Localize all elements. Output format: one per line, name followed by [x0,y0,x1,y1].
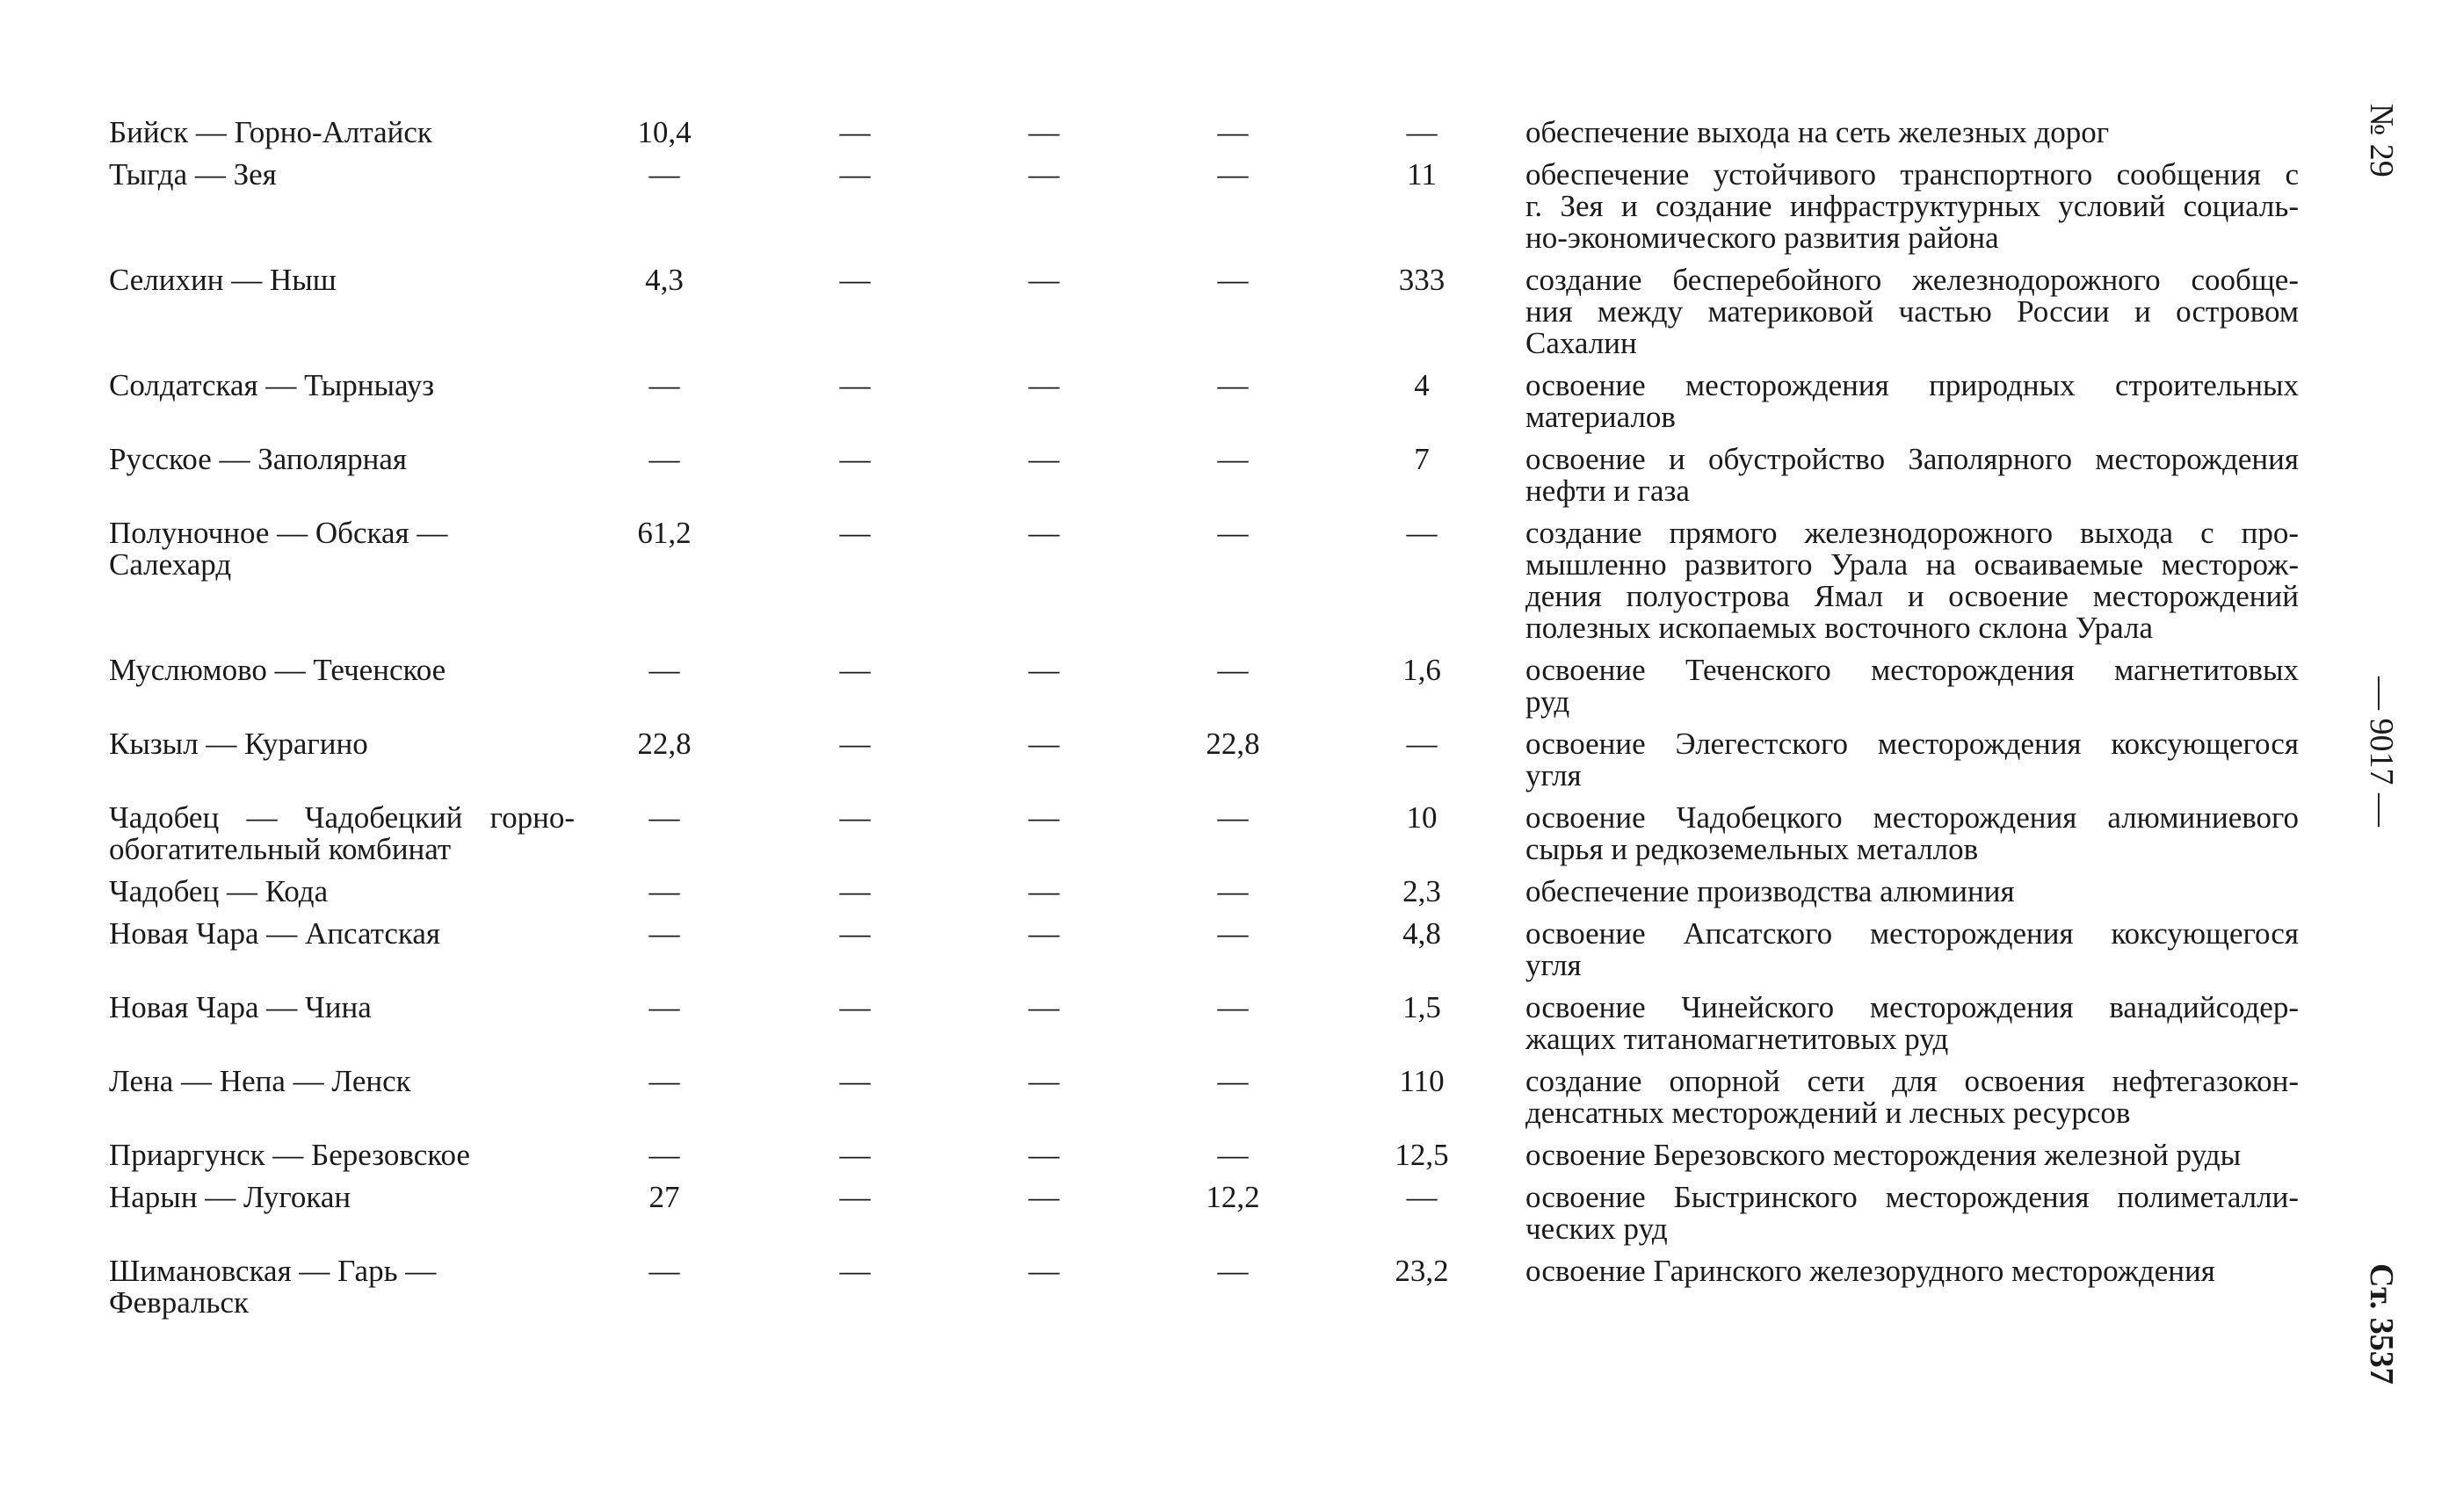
value-col-5: 7 [1414,442,1430,476]
route-name [109,728,575,760]
value-col-5: — [1406,115,1438,149]
value-col-2: — [839,115,871,149]
value-col-2: — [839,263,871,297]
value-col-4: — [1217,157,1249,192]
route-line: Муслюмово — Теченское [109,653,446,687]
value-col-4: — [1217,115,1249,149]
purpose-line: Сахалин [1525,326,1637,360]
purpose-line: ческих руд [1525,1212,1668,1246]
purpose-text [1525,264,2299,359]
route-name [109,264,575,296]
purpose-line: угля [1525,758,1582,792]
value-col-4: — [1217,442,1249,476]
purpose-line: мышленно развитого Урала на осваиваемые месторож- [1525,547,2299,582]
purpose-line: освоение Чадобецкого месторождения алюминиевого [1525,800,2299,835]
route-line: Русское — Заполярная [109,442,408,476]
value-col-4: 22,8 [1206,727,1260,761]
value-col-1: — [648,368,680,402]
purpose-line: освоение Теченского месторождения магнетитовых [1525,653,2299,687]
value-col-3: — [1028,1254,1060,1288]
value-col-3: — [1028,653,1060,687]
purpose-line: материалов [1525,400,1676,434]
value-col-2: — [839,1180,871,1214]
route-line: Нарын — Лугокан [109,1180,351,1214]
route-line: Шимановская — Гарь — [109,1254,437,1288]
purpose-line: денсатных месторождений и лесных ресурсов [1525,1096,2131,1130]
route-name [109,1255,575,1319]
value-col-1: — [648,1064,680,1098]
route-name [109,1139,575,1171]
value-col-3: — [1028,727,1060,761]
value-col-1: — [648,1254,680,1288]
route-line: Февральск [109,1285,250,1320]
value-col-5: 4,8 [1402,916,1441,951]
route-line: Новая Чара — Апсатская [109,916,441,951]
value-col-2: — [839,653,871,687]
purpose-line: обеспечение устойчивого транспортного сообщения с [1525,157,2299,192]
purpose-line: обеспечение выхода на сеть железных дорог [1525,115,2110,149]
value-col-3: — [1028,1138,1060,1172]
value-col-5: 10 [1406,800,1438,835]
page-code: — 9017 — [2363,676,2400,827]
value-col-4: — [1217,263,1249,297]
value-col-1: — [648,990,680,1024]
value-col-3: — [1028,516,1060,550]
route-name [109,802,575,865]
purpose-line: угля [1525,948,1582,982]
purpose-line: полезных ископаемых восточного склона Урала [1525,611,2153,645]
purpose-line: освоение Березовского месторождения железной руды [1525,1138,2242,1172]
value-col-1: — [648,916,680,951]
value-col-3: — [1028,990,1060,1024]
value-col-4: — [1217,1064,1249,1098]
value-col-1: — [648,653,680,687]
purpose-line: ния между материковой частью России и островом [1525,294,2299,329]
value-col-5: 12,5 [1395,1138,1449,1172]
value-col-5: 23,2 [1395,1254,1449,1288]
value-col-4: — [1217,800,1249,835]
value-col-2: — [839,368,871,402]
value-col-4: — [1217,1254,1249,1288]
value-col-4: — [1217,916,1249,951]
purpose-text [1525,1139,2299,1171]
purpose-line: освоение Гаринского железорудного месторождения [1525,1254,2215,1288]
purpose-line: освоение Элегестского месторождения коксующегося [1525,727,2299,761]
value-col-3: — [1028,157,1060,192]
value-col-3: — [1028,1180,1060,1214]
value-col-4: — [1217,990,1249,1024]
purpose-text [1525,517,2299,644]
purpose-text [1525,159,2299,254]
value-col-2: — [839,1064,871,1098]
purpose-line: жащих титаномагнетитовых руд [1525,1022,1949,1056]
value-col-3: — [1028,1064,1060,1098]
value-col-3: — [1028,874,1060,908]
purpose-line: освоение и обустройство Заполярного месторождения [1525,442,2299,476]
value-col-5: 1,6 [1402,653,1441,687]
route-line: Тыгда — Зея [109,157,277,192]
route-line: Лена — Непа — Ленск [109,1064,411,1098]
purpose-line: освоение месторождения природных строительных [1525,368,2299,402]
route-line: Кызыл — Курагино [109,727,368,761]
value-col-1: 10,4 [637,115,692,149]
value-col-5: 333 [1398,263,1445,297]
route-name [109,1066,575,1097]
value-col-3: — [1028,442,1060,476]
purpose-line: дения полуострова Ямал и освоение месторождений [1525,579,2299,613]
value-col-2: — [839,727,871,761]
route-line: обогатительный комбинат [109,832,452,866]
route-line: Чадобец — Чадобецкий горно- [109,800,575,835]
value-col-1: 27 [648,1180,680,1214]
route-line: Солдатская — Тырныауз [109,368,435,402]
page-reference: Ст. 3537 [2363,1263,2400,1385]
value-col-2: — [839,1138,871,1172]
value-col-4: 12,2 [1206,1180,1260,1214]
value-col-2: — [839,516,871,550]
route-line: Чадобец — Кода [109,874,329,908]
purpose-text [1525,117,2299,148]
route-name [109,655,575,686]
route-name [109,918,575,950]
purpose-text [1525,444,2299,507]
route-name [109,876,575,908]
value-col-5: — [1406,516,1438,550]
value-col-5: 1,5 [1402,990,1441,1024]
purpose-line: г. Зея и создание инфраструктурных условий социаль- [1525,189,2299,223]
value-col-1: 22,8 [637,727,692,761]
purpose-line: освоение Чинейского месторождения ванадийсодер- [1525,990,2299,1024]
value-col-1: — [648,874,680,908]
value-col-1: — [648,442,680,476]
value-col-3: — [1028,800,1060,835]
purpose-line: освоение Быстринского месторождения полиметалли- [1525,1180,2299,1214]
value-col-1: 61,2 [637,516,692,550]
route-line: Приаргунск — Березовское [109,1138,470,1172]
route-name [109,1182,575,1213]
purpose-text [1525,370,2299,433]
route-line: Полуночное — Обская — [109,516,448,550]
purpose-line: но-экономического развития района [1525,221,1999,255]
value-col-3: — [1028,916,1060,951]
purpose-text [1525,992,2299,1055]
purpose-text [1525,1182,2299,1245]
purpose-line: освоение Апсатского месторождения коксующегося [1525,916,2299,951]
purpose-text [1525,655,2299,718]
value-col-2: — [839,800,871,835]
value-col-2: — [839,874,871,908]
purpose-text [1525,1066,2299,1129]
value-col-3: — [1028,263,1060,297]
purpose-line: руд [1525,684,1570,719]
purpose-text [1525,1255,2299,1287]
value-col-5: 2,3 [1402,874,1441,908]
value-col-4: — [1217,1138,1249,1172]
route-line: Бийск — Горно-Алтайск [109,115,432,149]
value-col-4: — [1217,874,1249,908]
purpose-line: сырья и редкоземельных металлов [1525,832,1979,866]
route-name [109,517,575,581]
route-name [109,117,575,148]
value-col-2: — [839,157,871,192]
purpose-line: нефти и газа [1525,474,1690,508]
purpose-line: обеспечение производства алюминия [1525,874,2015,908]
value-col-5: — [1406,1180,1438,1214]
value-col-2: — [839,916,871,951]
route-name [109,159,575,191]
route-line: Селихин — Ныш [109,263,337,297]
route-name [109,370,575,402]
value-col-5: 11 [1407,157,1437,192]
route-line: Новая Чара — Чина [109,990,372,1024]
route-name [109,444,575,475]
value-col-1: — [648,157,680,192]
route-name [109,992,575,1024]
value-col-1: 4,3 [645,263,684,297]
value-col-4: — [1217,516,1249,550]
issue-number: № 29 [2363,104,2400,177]
purpose-text [1525,802,2299,865]
purpose-text [1525,728,2299,792]
route-line: Салехард [109,547,232,582]
value-col-5: 4 [1414,368,1430,402]
value-col-2: — [839,990,871,1024]
purpose-line: создание опорной сети для освоения нефтегазокон- [1525,1064,2299,1098]
value-col-3: — [1028,368,1060,402]
purpose-line: создание прямого железнодорожного выхода с про- [1525,516,2299,550]
value-col-3: — [1028,115,1060,149]
value-col-1: — [648,800,680,835]
value-col-5: — [1406,727,1438,761]
purpose-line: создание бесперебойного железнодорожного сообще- [1525,263,2299,297]
purpose-text [1525,876,2299,908]
value-col-4: — [1217,368,1249,402]
value-col-2: — [839,1254,871,1288]
purpose-text [1525,918,2299,981]
value-col-2: — [839,442,871,476]
value-col-4: — [1217,653,1249,687]
value-col-1: — [648,1138,680,1172]
value-col-5: 110 [1399,1064,1445,1098]
